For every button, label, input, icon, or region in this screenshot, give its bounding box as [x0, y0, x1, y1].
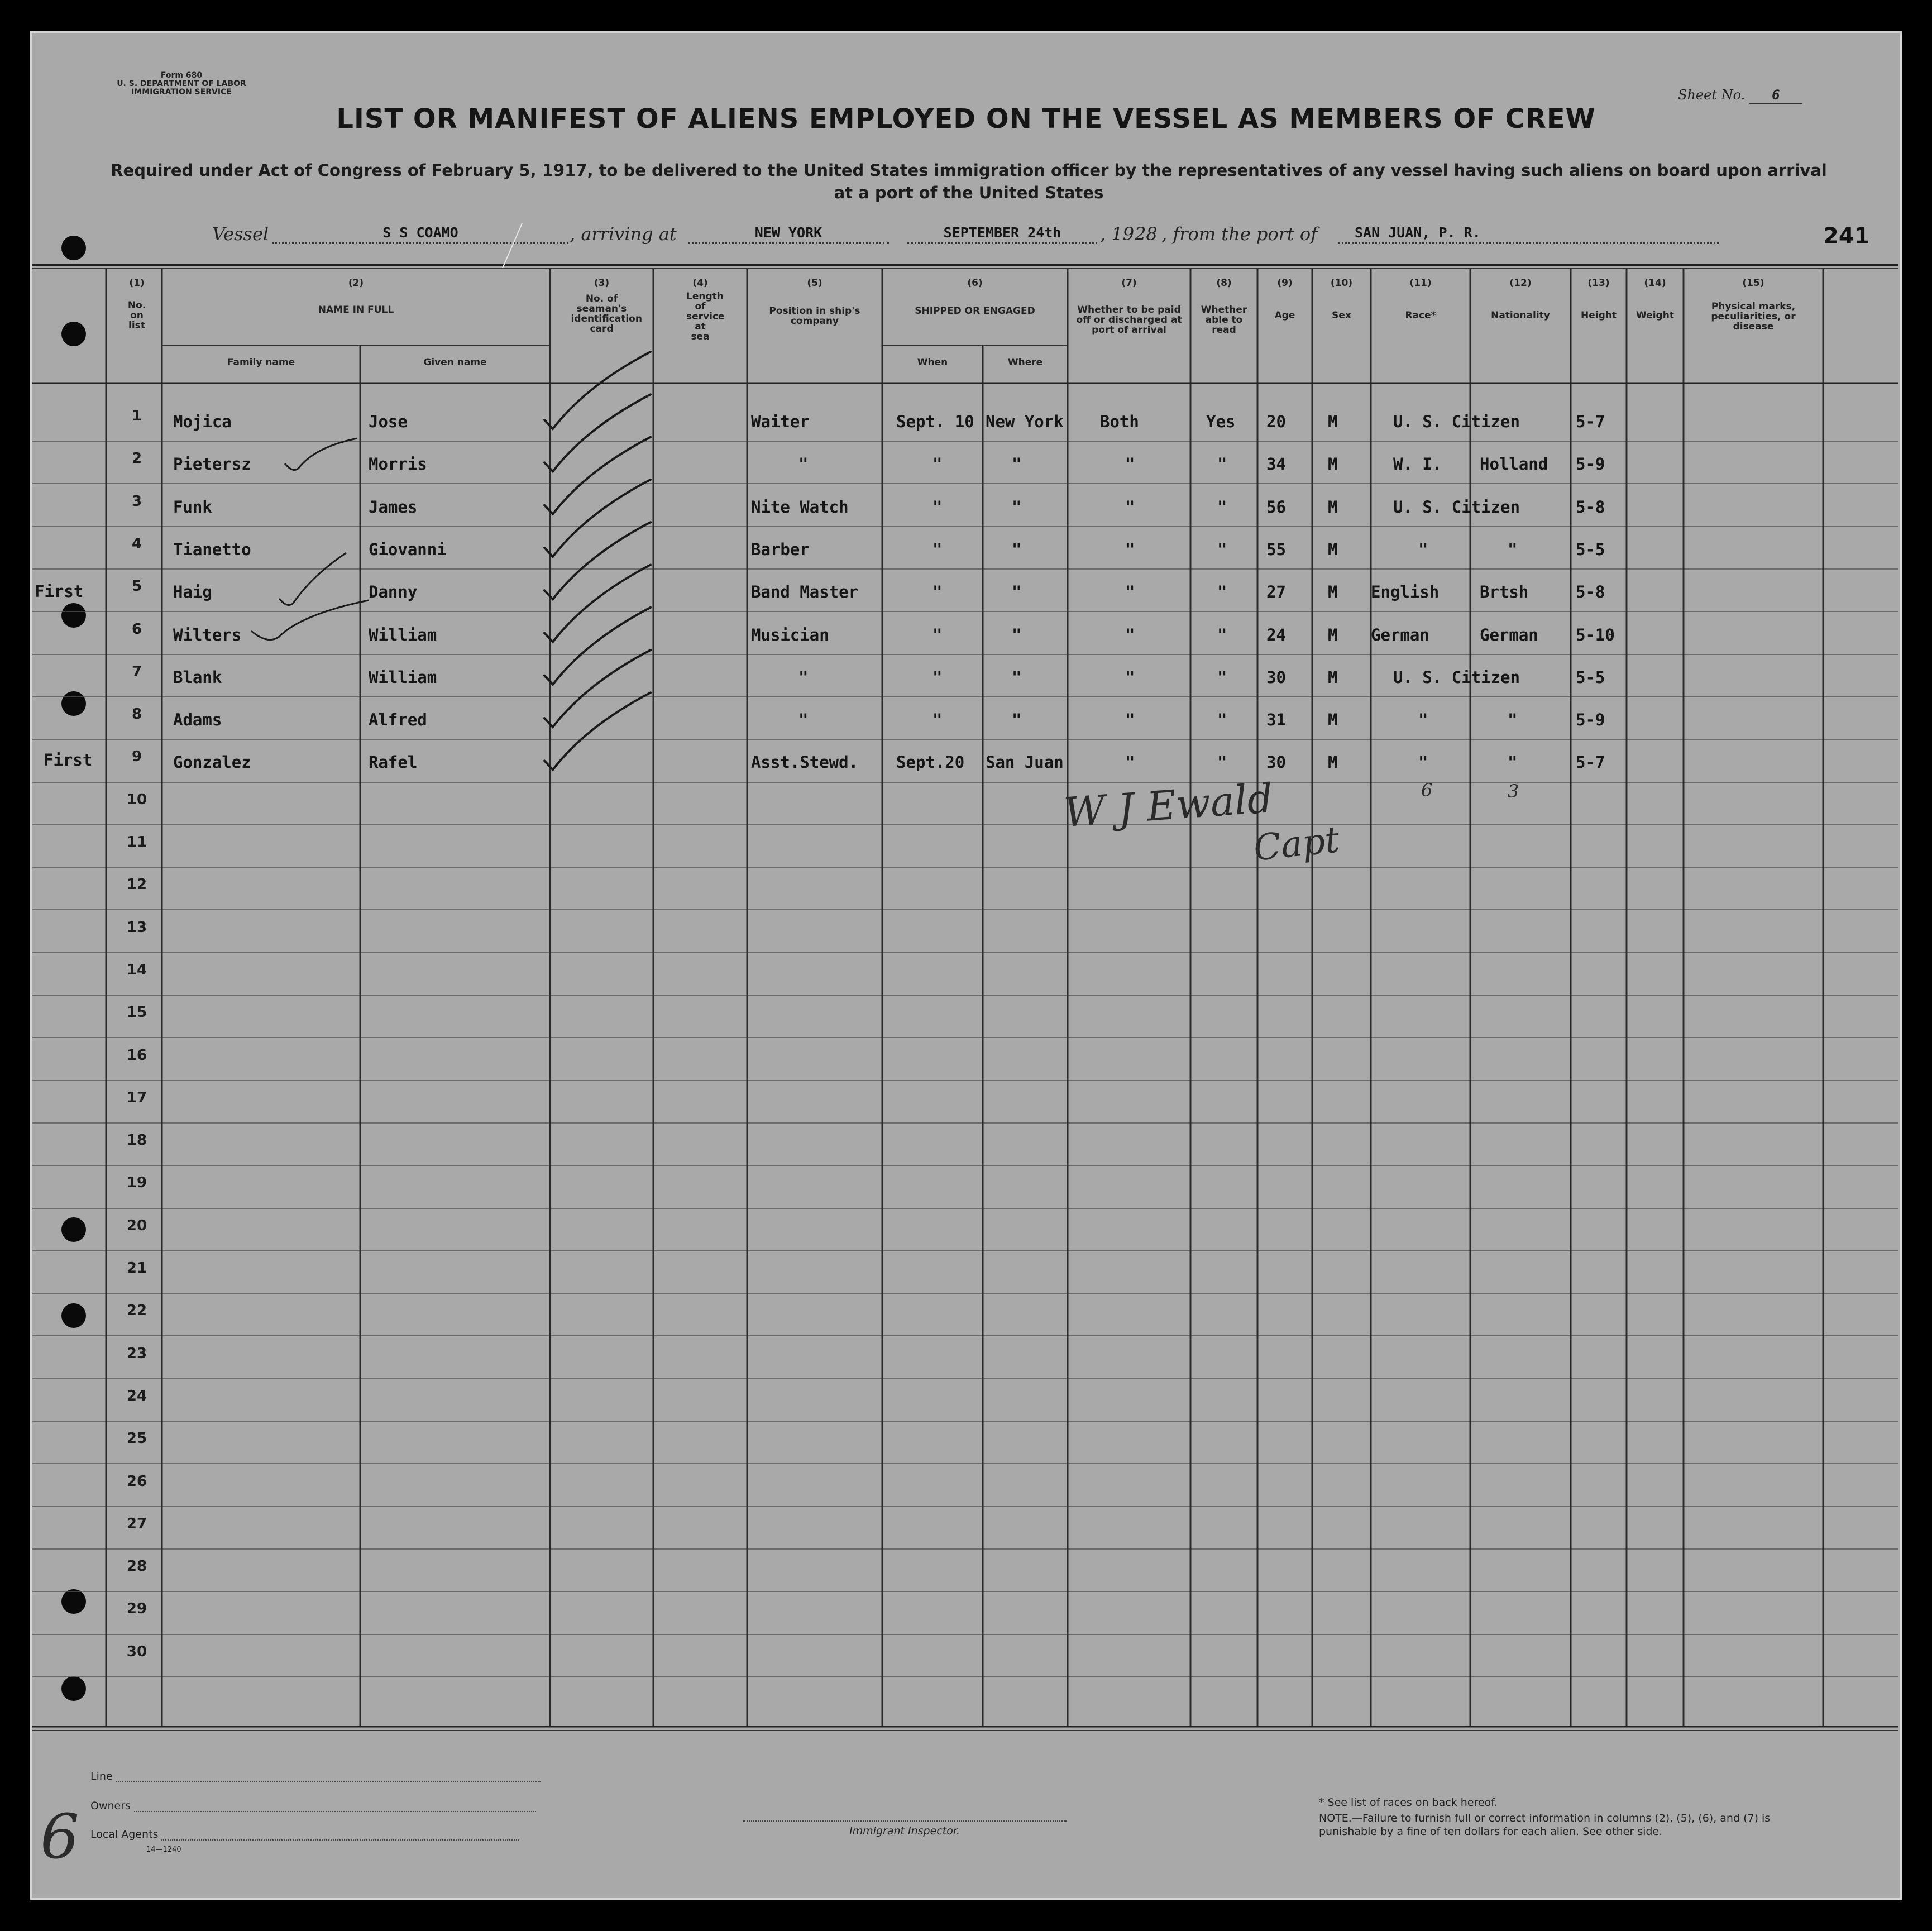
cell-sex: M	[1328, 455, 1338, 474]
cell-nationality: Holland	[1480, 455, 1548, 474]
captain-signature: W J Ewald	[1062, 775, 1275, 836]
where-header: Where	[1007, 357, 1043, 368]
cell-read: "	[1217, 455, 1227, 474]
margin-note-row9: First	[44, 751, 93, 769]
document-title: LIST OR MANIFEST OF ALIENS EMPLOYED ON THE VESSEL AS MEMBERS OF CREW	[336, 103, 1596, 135]
cell-height: 5-10	[1576, 625, 1615, 644]
cell-height: 5-5	[1576, 667, 1605, 687]
cell-given: Danny	[369, 582, 418, 602]
service: IMMIGRATION SERVICE	[131, 88, 232, 97]
cell-height: 5-7	[1576, 412, 1605, 431]
cell-race: U. S. Citizen	[1393, 667, 1520, 687]
cell-age: 34	[1266, 455, 1286, 474]
cell-read: "	[1217, 753, 1227, 772]
cell-race: English	[1371, 582, 1440, 602]
cell-when: "	[932, 710, 943, 730]
cell-paid-off: "	[1125, 625, 1135, 644]
from-port-label: , from the port of	[1161, 223, 1318, 245]
cell-position: "	[798, 455, 809, 474]
row-number: 16	[126, 1046, 147, 1064]
cell-family: Adams	[173, 710, 222, 730]
cell-family: Wilters	[173, 625, 242, 644]
cell-when: "	[932, 625, 943, 644]
row-number: 2	[131, 450, 142, 467]
cell-height: 5-9	[1576, 455, 1605, 474]
cell-height: 5-8	[1576, 497, 1605, 517]
row-number: 4	[131, 535, 142, 552]
row-number: 3	[131, 493, 142, 510]
cell-paid-off: "	[1125, 582, 1135, 602]
cell-sex: M	[1328, 667, 1338, 687]
cell-family: Tianetto	[173, 539, 251, 559]
year-prefix: , 19	[1100, 223, 1135, 245]
id-check-mark	[544, 437, 651, 514]
sheet-label: Sheet No.	[1678, 87, 1746, 103]
cell-race: "	[1418, 539, 1428, 559]
row-number: 1	[131, 408, 142, 424]
cell-height: 5-8	[1576, 582, 1605, 602]
cell-family: Mojica	[173, 412, 232, 431]
cell-nationality: Brtsh	[1480, 582, 1529, 602]
cell-where: "	[1012, 497, 1022, 517]
cell-given: Morris	[369, 455, 427, 474]
cell-family: Gonzalez	[173, 753, 251, 772]
cell-age: 55	[1266, 539, 1286, 559]
cell-sex: M	[1328, 625, 1338, 644]
cell-family: Pietersz	[173, 455, 251, 474]
id-check-mark	[544, 394, 651, 471]
cell-read: "	[1217, 497, 1227, 517]
nationality-tally: 3	[1508, 781, 1519, 802]
row-number: 29	[126, 1600, 147, 1618]
arriving-port: NEW YORK	[688, 223, 889, 244]
cell-paid-off: Both	[1100, 412, 1139, 431]
page-mark: 6	[40, 1801, 79, 1872]
col7-header: (7) Whether to be paid off or discharged at port of arrival	[1076, 278, 1182, 336]
row-number: 22	[126, 1302, 147, 1320]
cell-age: 30	[1266, 667, 1286, 687]
col8-header: (8) Whether able to read	[1201, 278, 1247, 336]
cell-read: "	[1217, 539, 1227, 559]
row-number: 6	[131, 620, 142, 638]
cell-sex: M	[1328, 710, 1338, 730]
id-check-mark	[544, 522, 651, 599]
cell-given: Rafel	[369, 753, 418, 772]
cell-sex: M	[1328, 412, 1338, 431]
row-number: 12	[126, 876, 147, 893]
row-number: 28	[126, 1558, 147, 1575]
id-check-mark	[544, 650, 651, 727]
cell-read: "	[1217, 625, 1227, 644]
cell-family: Funk	[173, 497, 212, 517]
cell-nationality: "	[1508, 539, 1518, 559]
cell-sex: M	[1328, 539, 1338, 559]
cell-position: Nite Watch	[751, 497, 849, 517]
row-number: 14	[126, 961, 147, 978]
cell-position: Band Master	[751, 582, 859, 602]
cell-age: 56	[1266, 497, 1286, 517]
col11-header: (11) Race*	[1405, 278, 1436, 321]
cell-position: Waiter	[751, 412, 810, 431]
cell-family: Blank	[173, 667, 222, 687]
owners-field: Owners	[90, 1800, 536, 1812]
cell-race: W. I.	[1393, 455, 1442, 474]
department: U. S. DEPARTMENT OF LABOR	[117, 79, 246, 88]
cell-race: U. S. Citizen	[1393, 497, 1520, 517]
col1-header: (1) No. on list	[127, 278, 146, 331]
form-code: 14—1240	[146, 1846, 181, 1854]
penalty-note: NOTE.—Failure to furnish full or correct information in columns (2), (5), (6), and (7) is punishable by a fine of ten dollars for each alien. See other side.	[1319, 1812, 1771, 1838]
cell-race: U. S. Citizen	[1393, 412, 1520, 431]
row-number: 24	[126, 1387, 147, 1404]
cell-where: "	[1012, 455, 1022, 474]
from-port: SAN JUAN, P. R.	[1338, 223, 1719, 244]
cell-where: "	[1012, 625, 1022, 644]
row-number: 26	[126, 1473, 147, 1490]
col14-header: (14) Weight	[1636, 278, 1674, 321]
cell-where: San Juan	[986, 753, 1064, 772]
family-name-header: Family name	[227, 357, 295, 368]
cell-where: New York	[986, 412, 1064, 431]
cell-nationality: "	[1508, 753, 1518, 772]
arriving-label: , arriving at	[570, 223, 677, 245]
row-number: 30	[126, 1643, 147, 1660]
cell-nationality: "	[1508, 710, 1518, 730]
cell-when: Sept.20	[896, 753, 965, 772]
col9-header: (9) Age	[1274, 278, 1295, 321]
cell-sex: M	[1328, 753, 1338, 772]
cell-nationality: German	[1480, 625, 1538, 644]
cell-age: 31	[1266, 710, 1286, 730]
cell-paid-off: "	[1125, 667, 1135, 687]
cell-age: 24	[1266, 625, 1286, 644]
col13-header: (13) Height	[1581, 278, 1617, 321]
col10-header: (10) Sex	[1330, 278, 1353, 321]
row-number: 19	[126, 1174, 147, 1192]
cell-given: Alfred	[369, 710, 427, 730]
cell-position: Asst.Stewd.	[751, 753, 859, 772]
cell-read: "	[1217, 710, 1227, 730]
col6-header: (6) SHIPPED OR ENGAGED	[915, 278, 1035, 317]
margin-note-row5: First	[35, 582, 84, 601]
cell-position: "	[798, 710, 809, 730]
race-footnote: * See list of races on back hereof.	[1319, 1796, 1498, 1809]
cell-paid-off: "	[1125, 539, 1135, 559]
cell-given: William	[369, 625, 437, 644]
cell-family: Haig	[173, 582, 212, 602]
cell-sex: M	[1328, 582, 1338, 602]
cell-given: William	[369, 667, 437, 687]
row-number: 8	[131, 706, 142, 723]
col2-header: (2) NAME IN FULL	[318, 278, 394, 316]
cell-age: 30	[1266, 753, 1286, 772]
cell-race: "	[1418, 710, 1428, 730]
cell-age: 27	[1266, 582, 1286, 602]
document-subtitle: Required under Act of Congress of February 5, 1917, to be delivered to the United States immigration officer by the representatives of any vessel having such aliens on board upon arrival at a port of the United States	[111, 161, 1827, 202]
cell-when: "	[932, 582, 943, 602]
cell-when: "	[932, 497, 943, 517]
cell-where: "	[1012, 582, 1022, 602]
cell-paid-off: "	[1125, 497, 1135, 517]
cell-sex: M	[1328, 497, 1338, 517]
cell-where: "	[1012, 667, 1022, 687]
cell-position: Barber	[751, 539, 810, 559]
captain-title: Capt	[1251, 819, 1342, 869]
id-check-mark	[544, 480, 651, 557]
cell-given: Giovanni	[369, 539, 447, 559]
cell-race: German	[1371, 625, 1429, 644]
cell-when: "	[932, 539, 943, 559]
race-tally: 6	[1421, 780, 1433, 801]
cell-given: James	[369, 497, 418, 517]
cell-given: Jose	[369, 412, 408, 431]
cell-height: 5-9	[1576, 710, 1605, 730]
cell-read: "	[1217, 667, 1227, 687]
col5-header: (5) Position in ship's company	[769, 278, 860, 327]
arrival-date: SEPTEMBER 24th	[907, 223, 1097, 244]
line-field: Line	[90, 1770, 541, 1782]
year-suffix: 28	[1135, 223, 1158, 245]
id-check-mark	[544, 565, 651, 642]
inspector-signature-line: Immigrant Inspector.	[743, 1809, 1067, 1837]
vessel-name: S S COAMO	[272, 223, 568, 244]
cell-when: "	[932, 455, 943, 474]
cell-race: "	[1418, 753, 1428, 772]
row-number: 25	[126, 1430, 147, 1447]
cell-when: Sept. 10	[896, 412, 974, 431]
row-number: 15	[126, 1004, 147, 1021]
col12-header: (12) Nationality	[1491, 278, 1550, 321]
row-number: 10	[126, 791, 147, 808]
given-name-header: Given name	[423, 357, 487, 368]
row-number: 21	[126, 1260, 147, 1277]
cell-paid-off: "	[1125, 753, 1135, 772]
cell-position: Musician	[751, 625, 829, 644]
cell-position: "	[798, 667, 809, 687]
row-number: 18	[126, 1132, 147, 1149]
row-number: 17	[126, 1089, 147, 1106]
row-number: 20	[126, 1217, 147, 1234]
cell-age: 20	[1266, 412, 1286, 431]
stamp-number: 241	[1823, 223, 1870, 249]
id-check-mark	[544, 608, 651, 685]
sheet-number: 6	[1749, 87, 1802, 104]
agents-field: Local Agents	[90, 1828, 519, 1841]
cell-paid-off: "	[1125, 710, 1135, 730]
row-number: 23	[126, 1345, 147, 1362]
cell-height: 5-5	[1576, 539, 1605, 559]
col15-header: (15) Physical marks, peculiarities, or disease	[1711, 278, 1796, 332]
cell-where: "	[1012, 539, 1022, 559]
form-number: Form 680	[160, 71, 203, 80]
cell-when: "	[932, 667, 943, 687]
row-number: 27	[126, 1515, 147, 1532]
cell-read: "	[1217, 582, 1227, 602]
col4-header: (4) Length of service at sea	[686, 278, 725, 342]
id-check-mark	[544, 352, 651, 429]
row-number: 11	[126, 834, 147, 850]
cell-where: "	[1012, 710, 1022, 730]
row-number: 5	[131, 578, 142, 595]
id-check-mark	[544, 692, 651, 769]
row-number: 13	[126, 919, 147, 936]
col3-header: (3) No. of seaman's identification card	[571, 278, 642, 334]
cell-paid-off: "	[1125, 455, 1135, 474]
cell-height: 5-7	[1576, 753, 1605, 772]
cell-read: Yes	[1206, 412, 1236, 431]
vessel-label: Vessel	[212, 223, 269, 245]
when-header: When	[917, 357, 948, 368]
row-number: 9	[131, 748, 142, 766]
row-number: 7	[131, 663, 142, 680]
